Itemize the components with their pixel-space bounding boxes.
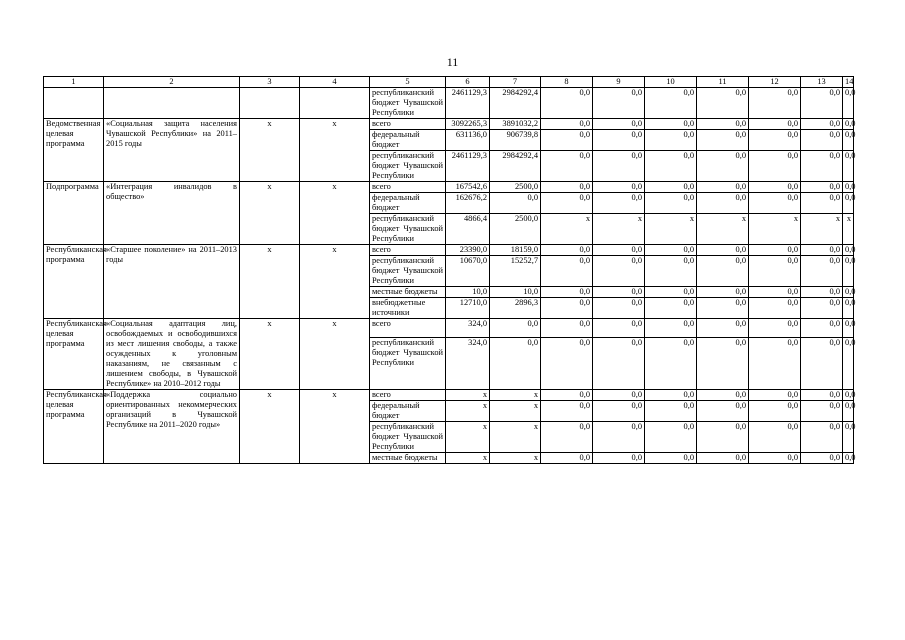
value-cell: 0,0 xyxy=(541,182,593,193)
value-cell: 0,0 xyxy=(801,287,843,298)
value-cell: 0,0 xyxy=(843,287,854,298)
value-col6-cell: х xyxy=(446,422,490,453)
program-type-cell: Республиканская целевая программа xyxy=(44,319,104,390)
value-cell: 0,0 xyxy=(749,182,801,193)
value-cell: 0,0 xyxy=(843,245,854,256)
value-cell: 0,0 xyxy=(697,182,749,193)
value-cell: 0,0 xyxy=(697,298,749,319)
value-cell: 0,0 xyxy=(645,182,697,193)
value-cell: 0,0 xyxy=(801,119,843,130)
value-cell: 0,0 xyxy=(645,256,697,287)
value-cell: 0,0 xyxy=(749,319,801,338)
value-cell: 0,0 xyxy=(749,88,801,119)
header-cell: 7 xyxy=(490,77,541,88)
header-cell: 13 xyxy=(801,77,843,88)
value-col7-cell: 0,0 xyxy=(490,319,541,338)
value-cell: 0,0 xyxy=(645,130,697,151)
header-row xyxy=(44,77,854,88)
value-cell: 0,0 xyxy=(843,130,854,151)
value-col7-cell: х xyxy=(490,453,541,464)
value-cell: 0,0 xyxy=(843,422,854,453)
value-cell: 0,0 xyxy=(697,119,749,130)
value-cell: 0,0 xyxy=(697,337,749,389)
value-cell: 0,0 xyxy=(801,182,843,193)
col3-cell: х xyxy=(240,119,300,182)
funding-source-cell: федеральный бюджет xyxy=(370,401,446,422)
value-cell: 0,0 xyxy=(749,193,801,214)
value-cell: 0,0 xyxy=(541,256,593,287)
funding-source-cell: республиканский бюджет Чувашской Республики xyxy=(370,256,446,287)
value-cell: 0,0 xyxy=(593,453,645,464)
value-cell: 0,0 xyxy=(593,422,645,453)
col4-cell: х xyxy=(300,182,370,245)
header-cell: 2 xyxy=(104,77,240,88)
value-col7-cell: 3891032,2 xyxy=(490,119,541,130)
program-type-cell: Республиканская целевая программа xyxy=(44,390,104,464)
value-cell: 0,0 xyxy=(843,337,854,389)
budget-table xyxy=(43,76,854,464)
funding-source-cell: местные бюджеты xyxy=(370,287,446,298)
value-cell: 0,0 xyxy=(843,298,854,319)
funding-source-cell: республиканский бюджет Чувашской Республики xyxy=(370,151,446,182)
value-cell: 0,0 xyxy=(645,453,697,464)
value-cell: 0,0 xyxy=(645,151,697,182)
value-cell: 0,0 xyxy=(843,193,854,214)
table-row xyxy=(44,88,854,119)
program-name-cell: «Интеграция инвалидов в общество» xyxy=(104,182,240,245)
value-cell: 0,0 xyxy=(697,453,749,464)
value-col7-cell: х xyxy=(490,422,541,453)
program-name-cell: «Старшее поколение» на 2011–2013 годы xyxy=(104,245,240,319)
col4-cell: х xyxy=(300,245,370,319)
value-cell: 0,0 xyxy=(749,337,801,389)
value-col7-cell: х xyxy=(490,401,541,422)
value-cell: 0,0 xyxy=(749,256,801,287)
header-cell: 10 xyxy=(645,77,697,88)
value-cell: 0,0 xyxy=(593,182,645,193)
empty-cell xyxy=(300,88,370,119)
empty-cell xyxy=(240,88,300,119)
value-col6-cell: х xyxy=(446,390,490,401)
value-col7-cell: 18159,0 xyxy=(490,245,541,256)
value-cell: 0,0 xyxy=(749,401,801,422)
value-cell: 0,0 xyxy=(749,422,801,453)
value-cell: 0,0 xyxy=(697,245,749,256)
value-cell: 0,0 xyxy=(801,453,843,464)
value-cell: 0,0 xyxy=(697,151,749,182)
value-cell: 0,0 xyxy=(801,298,843,319)
header-cell: 11 xyxy=(697,77,749,88)
value-cell: 0,0 xyxy=(843,401,854,422)
col4-cell: х xyxy=(300,319,370,390)
value-cell: х xyxy=(843,214,854,245)
value-cell: 0,0 xyxy=(801,88,843,119)
value-cell: 0,0 xyxy=(801,256,843,287)
value-cell: 0,0 xyxy=(541,151,593,182)
value-cell: 0,0 xyxy=(801,193,843,214)
value-cell: 0,0 xyxy=(645,298,697,319)
value-col6-cell: 4866,4 xyxy=(446,214,490,245)
value-col7-cell: 0,0 xyxy=(490,193,541,214)
program-type-cell: Республиканская программа xyxy=(44,245,104,319)
value-cell: 0,0 xyxy=(593,319,645,338)
program-name-cell: «Социальная адаптация лиц, освобождаемых и освободившихся из мест лишения свободы, а также осужденных к уголовным наказаниям, не связанным с лишением свободы, в Чувашской Республике» на 2010–2012 годы xyxy=(104,319,240,390)
funding-source-cell: всего xyxy=(370,390,446,401)
value-cell: 0,0 xyxy=(593,390,645,401)
funding-source-cell: всего xyxy=(370,119,446,130)
funding-source-cell: местные бюджеты xyxy=(370,453,446,464)
value-col6-cell: 2461129,3 xyxy=(446,151,490,182)
value-cell: х xyxy=(541,214,593,245)
header-cell: 9 xyxy=(593,77,645,88)
value-cell: 0,0 xyxy=(843,182,854,193)
value-col6-cell: 324,0 xyxy=(446,337,490,389)
value-col6-cell: 12710,0 xyxy=(446,298,490,319)
value-cell: 0,0 xyxy=(645,401,697,422)
col3-cell: х xyxy=(240,390,300,464)
value-col6-cell: 23390,0 xyxy=(446,245,490,256)
table-row xyxy=(44,182,854,193)
value-col7-cell: 2984292,4 xyxy=(490,88,541,119)
value-col6-cell: х xyxy=(446,401,490,422)
table-row xyxy=(44,390,854,401)
value-col6-cell: 2461129,3 xyxy=(446,88,490,119)
value-cell: х xyxy=(593,214,645,245)
value-cell: 0,0 xyxy=(645,337,697,389)
header-cell: 6 xyxy=(446,77,490,88)
value-cell: 0,0 xyxy=(593,193,645,214)
value-cell: 0,0 xyxy=(749,287,801,298)
value-cell: 0,0 xyxy=(541,193,593,214)
value-cell: 0,0 xyxy=(749,245,801,256)
header-cell: 12 xyxy=(749,77,801,88)
value-cell: 0,0 xyxy=(843,119,854,130)
col3-cell: х xyxy=(240,319,300,390)
col3-cell: х xyxy=(240,182,300,245)
value-cell: 0,0 xyxy=(749,453,801,464)
value-cell: 0,0 xyxy=(593,245,645,256)
value-cell: 0,0 xyxy=(697,401,749,422)
value-cell: 0,0 xyxy=(541,88,593,119)
value-cell: 0,0 xyxy=(645,193,697,214)
header-cell: 4 xyxy=(300,77,370,88)
value-col6-cell: 3092265,3 xyxy=(446,119,490,130)
program-type-cell: Ведомственная целевая программа xyxy=(44,119,104,182)
funding-source-cell: республиканский бюджет Чувашской Республики xyxy=(370,422,446,453)
value-cell: 0,0 xyxy=(697,287,749,298)
value-cell: 0,0 xyxy=(801,390,843,401)
table-row xyxy=(44,245,854,256)
value-cell: 0,0 xyxy=(593,287,645,298)
value-col7-cell: 906739,8 xyxy=(490,130,541,151)
value-cell: 0,0 xyxy=(645,245,697,256)
program-type-cell: Подпрограмма xyxy=(44,182,104,245)
value-col6-cell: 631136,0 xyxy=(446,130,490,151)
value-cell: 0,0 xyxy=(645,119,697,130)
value-col6-cell: х xyxy=(446,453,490,464)
value-cell: 0,0 xyxy=(593,130,645,151)
value-col7-cell: 2500,0 xyxy=(490,214,541,245)
value-cell: 0,0 xyxy=(697,319,749,338)
value-cell: 0,0 xyxy=(843,151,854,182)
value-cell: 0,0 xyxy=(801,130,843,151)
value-cell: 0,0 xyxy=(801,401,843,422)
value-cell: 0,0 xyxy=(593,88,645,119)
value-cell: 0,0 xyxy=(697,422,749,453)
value-col7-cell: 2500,0 xyxy=(490,182,541,193)
value-cell: 0,0 xyxy=(541,119,593,130)
value-cell: х xyxy=(645,214,697,245)
funding-source-cell: внебюджетные источники xyxy=(370,298,446,319)
value-cell: х xyxy=(749,214,801,245)
value-col7-cell: 10,0 xyxy=(490,287,541,298)
value-cell: 0,0 xyxy=(593,337,645,389)
value-cell: 0,0 xyxy=(645,88,697,119)
value-cell: 0,0 xyxy=(843,453,854,464)
value-cell: 0,0 xyxy=(697,390,749,401)
empty-cell xyxy=(104,88,240,119)
value-cell: 0,0 xyxy=(801,319,843,338)
value-cell: 0,0 xyxy=(843,88,854,119)
value-cell: 0,0 xyxy=(541,298,593,319)
value-cell: 0,0 xyxy=(541,337,593,389)
table-row xyxy=(44,119,854,130)
value-cell: 0,0 xyxy=(593,151,645,182)
funding-source-cell: всего xyxy=(370,182,446,193)
value-cell: 0,0 xyxy=(593,119,645,130)
col3-cell: х xyxy=(240,245,300,319)
funding-source-cell: республиканский бюджет Чувашской Республики xyxy=(370,214,446,245)
value-col6-cell: 167542,6 xyxy=(446,182,490,193)
value-col7-cell: 2984292,4 xyxy=(490,151,541,182)
value-cell: 0,0 xyxy=(541,130,593,151)
value-cell: х xyxy=(697,214,749,245)
value-cell: 0,0 xyxy=(801,151,843,182)
funding-source-cell: всего xyxy=(370,245,446,256)
header-cell: 8 xyxy=(541,77,593,88)
header-cell: 5 xyxy=(370,77,446,88)
value-cell: 0,0 xyxy=(645,319,697,338)
header-cell: 1 xyxy=(44,77,104,88)
value-col7-cell: 0,0 xyxy=(490,337,541,389)
value-cell: 0,0 xyxy=(843,256,854,287)
funding-source-cell: всего xyxy=(370,319,446,338)
value-cell: 0,0 xyxy=(801,422,843,453)
value-cell: 0,0 xyxy=(749,298,801,319)
value-cell: 0,0 xyxy=(843,390,854,401)
value-cell: 0,0 xyxy=(801,337,843,389)
funding-source-cell: республиканский бюджет Чувашской Республики xyxy=(370,337,446,389)
value-cell: 0,0 xyxy=(541,245,593,256)
value-cell: 0,0 xyxy=(697,193,749,214)
funding-source-cell: республиканский бюджет Чувашской Республики xyxy=(370,88,446,119)
value-cell: 0,0 xyxy=(697,130,749,151)
program-name-cell: «Социальная защита населения Чувашской Республики» на 2011–2015 годы xyxy=(104,119,240,182)
funding-source-cell: федеральный бюджет xyxy=(370,130,446,151)
empty-cell xyxy=(44,88,104,119)
header-cell: 3 xyxy=(240,77,300,88)
table-row xyxy=(44,319,854,338)
program-name-cell: «Поддержка социально ориентированных некоммерческих организаций в Чувашской Республике на 2011–2020 годы» xyxy=(104,390,240,464)
value-cell: 0,0 xyxy=(541,422,593,453)
value-cell: х xyxy=(801,214,843,245)
value-cell: 0,0 xyxy=(749,151,801,182)
value-cell: 0,0 xyxy=(697,256,749,287)
value-cell: 0,0 xyxy=(645,390,697,401)
value-cell: 0,0 xyxy=(541,453,593,464)
value-cell: 0,0 xyxy=(843,319,854,338)
col4-cell: х xyxy=(300,390,370,464)
value-cell: 0,0 xyxy=(541,319,593,338)
value-cell: 0,0 xyxy=(593,298,645,319)
value-col7-cell: 15252,7 xyxy=(490,256,541,287)
value-cell: 0,0 xyxy=(541,390,593,401)
value-cell: 0,0 xyxy=(645,287,697,298)
value-cell: 0,0 xyxy=(697,88,749,119)
value-col6-cell: 162676,2 xyxy=(446,193,490,214)
page-number: 11 xyxy=(446,55,459,69)
funding-source-cell: федеральный бюджет xyxy=(370,193,446,214)
value-col7-cell: х xyxy=(490,390,541,401)
value-col6-cell: 10,0 xyxy=(446,287,490,298)
value-col6-cell: 10670,0 xyxy=(446,256,490,287)
value-cell: 0,0 xyxy=(593,256,645,287)
value-cell: 0,0 xyxy=(593,401,645,422)
value-cell: 0,0 xyxy=(749,119,801,130)
value-cell: 0,0 xyxy=(749,130,801,151)
value-col7-cell: 2896,3 xyxy=(490,298,541,319)
value-cell: 0,0 xyxy=(541,401,593,422)
header-cell: 14 xyxy=(843,77,854,88)
value-col6-cell: 324,0 xyxy=(446,319,490,338)
col4-cell: х xyxy=(300,119,370,182)
value-cell: 0,0 xyxy=(645,422,697,453)
value-cell: 0,0 xyxy=(749,390,801,401)
value-cell: 0,0 xyxy=(541,287,593,298)
value-cell: 0,0 xyxy=(801,245,843,256)
